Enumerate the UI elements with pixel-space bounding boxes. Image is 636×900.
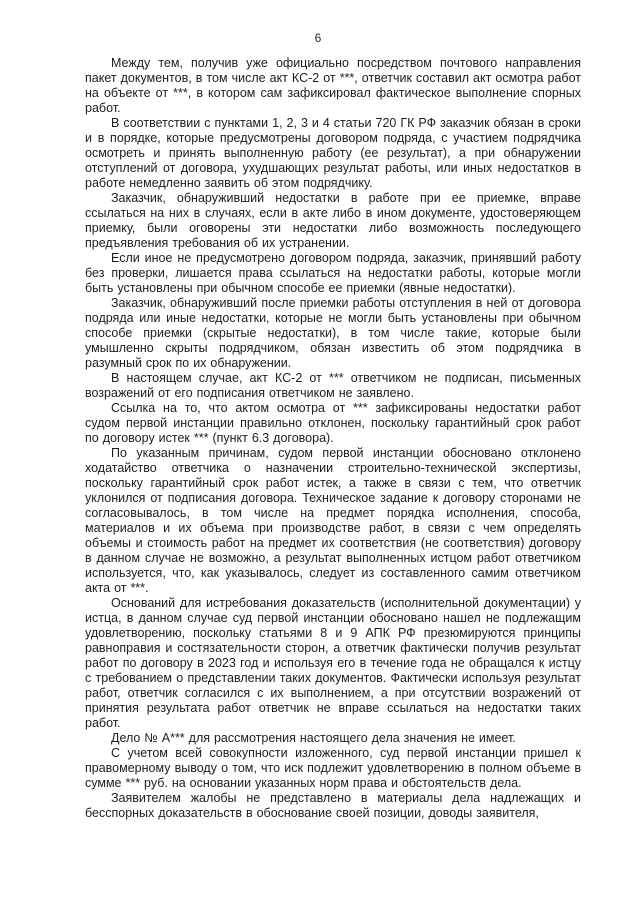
paragraph: Дело № А*** для рассмотрения настоящего дела значения не имеет.: [111, 731, 516, 745]
document-body: [85, 56, 581, 821]
paragraph: Ссылка на то, что актом осмотра от *** зафиксированы недостатки работ судом первой инстанции правильно отклонен, поскольку гарантийный срок работ по договору истек *** (пункт 6.3 договора).: [85, 401, 581, 445]
paragraph: Заказчик, обнаруживший после приемки работы отступления в ней от договора подряда или иные недостатки, которые не могли быть установлены при обычном способе приемки (скрытые недостатки), в том числе такие, которые были умышленно скрыты подрядчиком, обязан известить об этом подрядчика в разумный срок по их обнаружении.: [85, 296, 581, 370]
paragraph: В настоящем случае, акт КС-2 от *** ответчиком не подписан, письменных возражений от его подписания ответчиком не заявлено.: [85, 371, 581, 400]
paragraph: Заявителем жалобы не представлено в материалы дела надлежащих и бесспорных доказательств в обоснование своей позиции, доводы заявителя,: [85, 791, 581, 820]
paragraph: Оснований для истребования доказательств (исполнительной документации) у истца, в данном случае суд первой инстанции обосновано нашел не подлежащим удовлетворению, поскольку статьями 8 и 9 АПК РФ презюмируются принципы равноправия и состязательности сторон, а ответчик фактически получив результат работ по договору в 2023 год и используя его в течение года не обращался к истцу с требованием о представлении таких документов. Фактически используя результат работ, ответчик согласился с их выполнением, а при отсутствии возражений от принятия результата работ ответчик не вправе ссылаться на недостатки таких работ.: [85, 596, 581, 730]
paragraph: Если иное не предусмотрено договором подряда, заказчик, принявший работу без проверки, лишается права ссылаться на недостатки работы, которые могли быть установлены при обычном способе ее приемки (явные недостатки).: [85, 251, 581, 295]
paragraph: Заказчик, обнаруживший недостатки в работе при ее приемке, вправе ссылаться на них в случаях, если в акте либо в ином документе, удостоверяющем приемку, были оговорены эти недостатки либо возможность последующего предъявления требования об их устранении.: [85, 191, 581, 250]
paragraph: В соответствии с пунктами 1, 2, 3 и 4 статьи 720 ГК РФ заказчик обязан в сроки и в порядке, которые предусмотрены договором подряда, с участием подрядчика осмотреть и принять выполненную работу (ее результат), а при обнаружении отступлений от договора, ухудшающих результат работы, или иных недостатков в работе немедленно заявить об этом подрядчику.: [85, 116, 581, 190]
paragraph: По указанным причинам, судом первой инстанции обосновано отклонено ходатайство ответчика о назначении строительно-технической экспертизы, поскольку гарантийный срок работ истек, а также в связи с тем, что ответчик уклонился от подписания договора. Техническое задание к договору сторонами не согласовывалось, в том числе на предмет порядка исполнения, способа, материалов и их объема при производстве работ, в связи с чем определять объемы и стоимость работ на предмет их соответствия (не соответствия) договору в данном случае не возможно, а результат выполненных истцом работ ответчиком используется, что, как указывалось, следует из составленного самим ответчиком акта от ***.: [85, 446, 581, 595]
paragraph: Между тем, получив уже официально посредством почтового направления пакет документов, в том числе акт КС-2 от ***, ответчик составил акт осмотра работ на объекте от ***, в котором сам зафиксировал фактическое выполнение спорных работ.: [85, 56, 581, 115]
page-number: 6: [314, 31, 322, 45]
paragraph: С учетом всей совокупности изложенного, суд первой инстанции пришел к правомерному выводу о том, что иск подлежит удовлетворению в полном объеме в сумме *** руб. на основании указанных норм права и обстоятельств дела.: [85, 746, 581, 790]
